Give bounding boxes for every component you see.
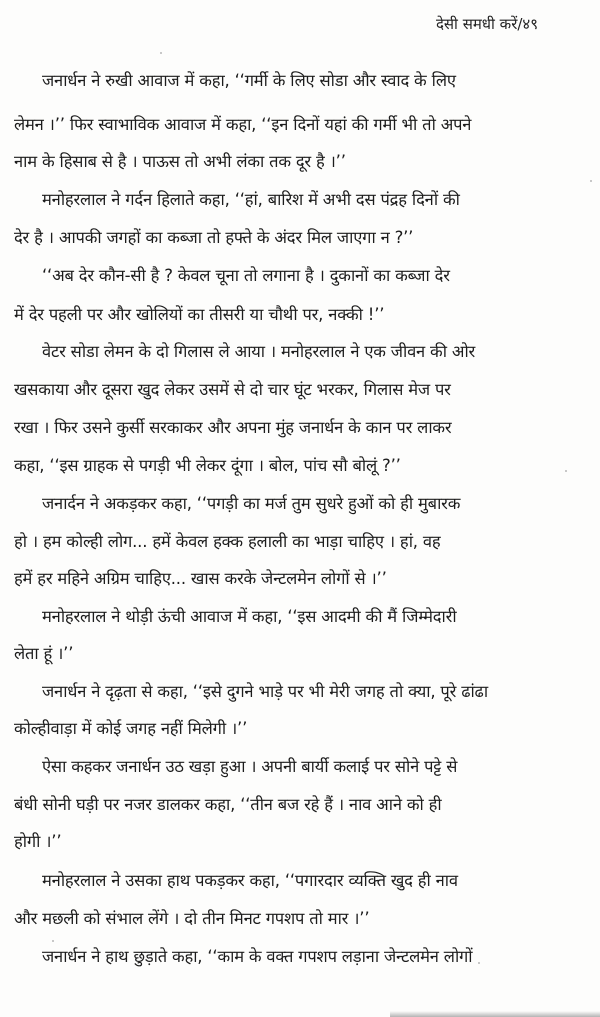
text-line: वेटर सोडा लेमन के दो गिलास ले आया । मनोहरलाल ने एक जीवन की ओर [42,342,476,361]
running-head: देसी समधी करें/४९ [435,15,538,33]
text-line: और मछली को संभाल लेंगे । दो तीन मिनट गपशप तो मार ।’’ [14,909,370,928]
text-line: जनार्धन ने दृढ़ता से कहा, ‘‘इसे दुगने भाड़े पर भी मेरी जगह तो क्या, पूरे ढांढा [42,682,488,701]
text-line: लेमन ।’’ फिर स्वाभाविक आवाज में कहा, ‘‘इन दिनों यहां की गर्मी भी तो अपने [14,115,472,134]
text-line: कहा, ‘‘इस ग्राहक से पगड़ी भी लेकर दूंगा । बोल, पांच सौ बोलूं ?’’ [14,456,401,475]
text-line: हो । हम कोल्ही लोग... हमें केवल हक्क हलाली का भाड़ा चाहिए । हां, वह [14,532,441,551]
text-line: खसकाया और दूसरा खुद लेकर उसमें से दो चार घूंट भरकर, गिलास मेज पर [14,380,451,399]
scan-speck [478,962,480,964]
scan-speck [590,180,592,182]
scan-speck [52,940,54,942]
text-line: में देर पहली पर और खोलियों का तीसरी या चौथी पर, नक्की !’’ [14,305,385,324]
text-line: रखा । फिर उसने कुर्सी सरकाकर और अपना मुंह जनार्धन के कान पर लाकर [14,418,452,437]
scan-speck [565,470,567,472]
text-line: जनार्दन ने अकड़कर कहा, ‘‘पगड़ी का मर्ज तुम सुधरे हुओं को ही मुबारक [42,494,461,513]
text-line: ऐसा कहकर जनार्धन उठ खड़ा हुआ । अपनी बार्यी कलाई पर सोने पट्टे से [42,757,458,776]
page-edge-shadow [390,1011,600,1017]
text-line: लेता हूं ।’’ [14,644,74,663]
text-line: जनार्धन ने हाथ छुड़ाते कहा, ‘‘काम के वक्त गपशप लड़ाना जेन्टलमेन लोगों [42,947,473,966]
text-line: नाम के हिसाब से है । पाऊस तो अभी लंका तक दूर है ।’’ [14,152,346,171]
text-line: बंधी सोनी घड़ी पर नजर डालकर कहा, ‘‘तीन बज रहे हैं । नाव आने को ही [14,795,442,814]
text-line: जनार्धन ने रुखी आवाज में कहा, ‘‘गर्मी के लिए सोडा और स्वाद के लिए [42,71,456,90]
text-line: मनोहरलाल ने थोड़ी ऊंची आवाज में कहा, ‘‘इस आदमी की मैं जिम्मेदारी [42,607,457,626]
text-line: देर है । आपकी जगहों का कब्जा तो हफ्ते के अंदर मिल जाएगा न ?’’ [14,228,414,247]
text-line: हमें हर महिने अग्रिम चाहिए... खास करके जेन्टलमेन लोगों से ।’’ [14,569,387,588]
text-line: मनोहरलाल ने गर्दन हिलाते कहा, ‘‘हां, बारिश में अभी दस पंद्रह दिनों की [42,190,460,209]
text-line: ‘‘अब देर कौन-सी है ? केवल चूना तो लगाना है । दुकानों का कब्जा देर [42,266,450,285]
text-line: होगी ।’’ [14,832,62,851]
text-line: मनोहरलाल ने उसका हाथ पकड़कर कहा, ‘‘पगारदार व्यक्ति खुद ही नाव [42,871,458,890]
text-line: कोल्हीवाड़ा में कोई जगह नहीं मिलेगी ।’’ [14,719,248,738]
scan-speck [160,52,162,54]
